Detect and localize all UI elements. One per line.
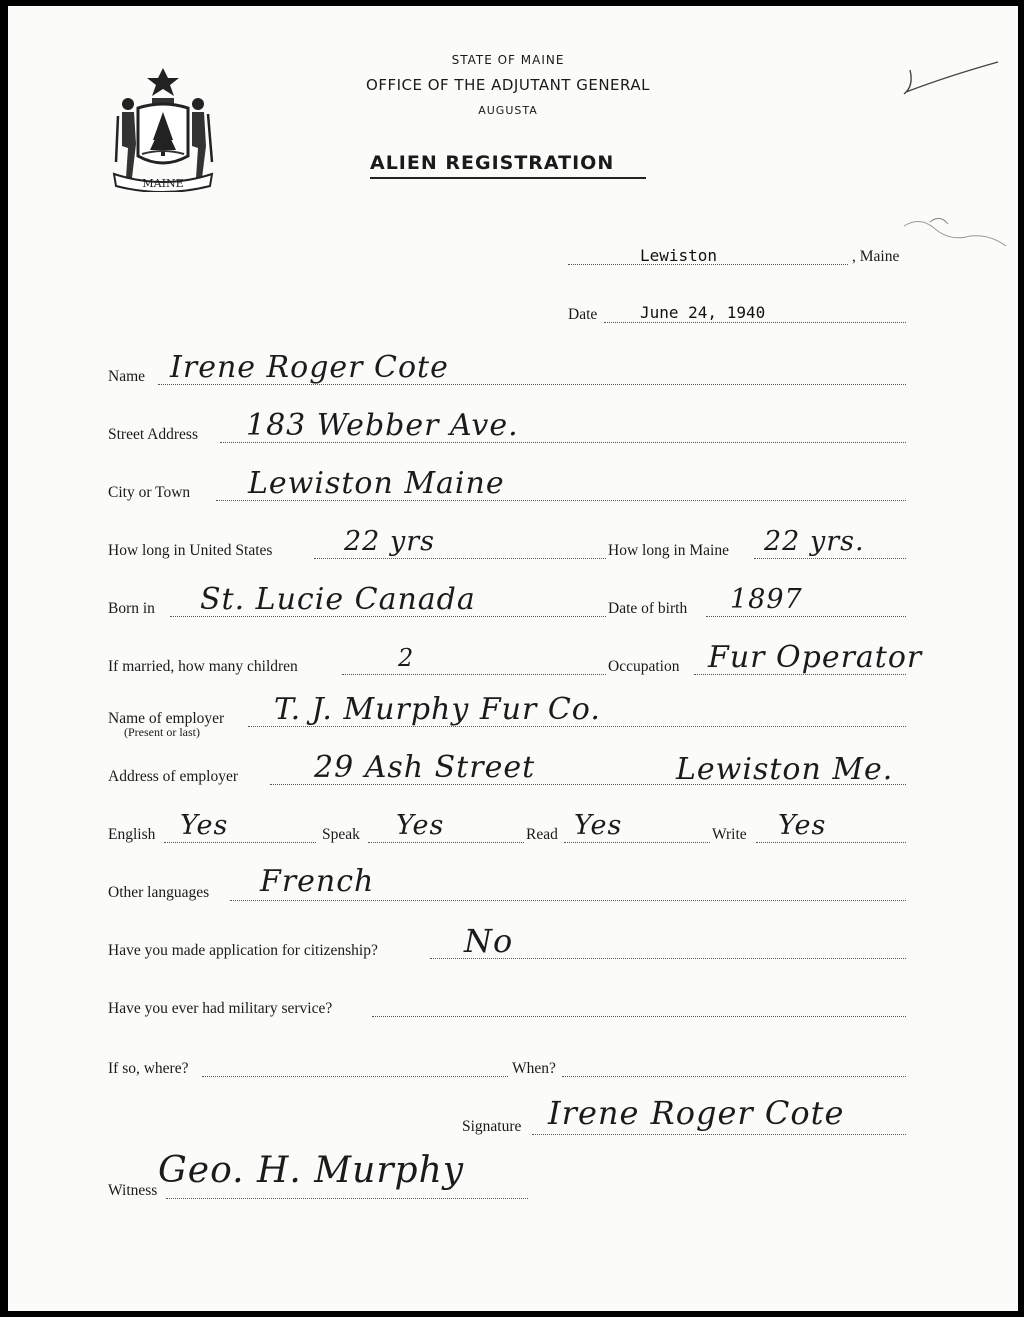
city-label: City or Town xyxy=(108,484,191,501)
employer-sublabel: (Present or last) xyxy=(124,725,200,739)
paper-stain-mark xyxy=(900,206,1010,266)
employer-label: Name of employer xyxy=(108,710,225,727)
write-line xyxy=(756,842,906,843)
witness-line xyxy=(166,1198,528,1199)
street-value: 183 Webber Ave. xyxy=(246,408,519,443)
date-line xyxy=(604,322,906,323)
born-in-label: Born in xyxy=(108,600,155,617)
read-label: Read xyxy=(526,826,558,843)
employer-address-label: Address of employer xyxy=(108,768,238,785)
speak-value: Yes xyxy=(396,810,445,841)
employer-address-city-value: Lewiston Me. xyxy=(676,752,894,787)
military-line xyxy=(372,1016,906,1017)
children-line xyxy=(342,674,606,675)
form-title: ALIEN REGISTRATION xyxy=(370,152,615,174)
other-languages-line xyxy=(230,900,906,901)
english-value: Yes xyxy=(180,810,229,841)
occupation-label: Occupation xyxy=(608,658,680,675)
other-languages-value: French xyxy=(260,864,375,899)
english-label: English xyxy=(108,826,156,843)
header-city: AUGUSTA xyxy=(478,104,538,117)
citizenship-label: Have you made application for citizenship? xyxy=(108,942,378,959)
us-years-label: How long in United States xyxy=(108,542,273,559)
street-label: Street Address xyxy=(108,426,198,443)
english-line xyxy=(164,842,316,843)
title-underline xyxy=(370,177,646,179)
registration-form xyxy=(8,6,1018,1311)
date-label: Date xyxy=(568,306,598,323)
signature-value: Irene Roger Cote xyxy=(548,1094,845,1132)
read-line xyxy=(564,842,710,843)
when-label: When? xyxy=(512,1060,556,1077)
where-label: If so, where? xyxy=(108,1060,189,1077)
dob-line xyxy=(706,616,906,617)
other-languages-label: Other languages xyxy=(108,884,210,901)
write-label: Write xyxy=(712,826,747,843)
check-mark-icon xyxy=(888,56,1008,106)
witness-value: Geo. H. Murphy xyxy=(158,1150,465,1191)
where-line xyxy=(202,1076,508,1077)
employer-address-value: 29 Ash Street xyxy=(314,750,536,785)
signature-label: Signature xyxy=(462,1118,522,1135)
speak-label: Speak xyxy=(322,826,360,843)
speak-line xyxy=(368,842,524,843)
us-years-value: 22 yrs xyxy=(344,526,435,557)
header-state: STATE OF MAINE xyxy=(451,53,565,67)
maine-years-value: 22 yrs. xyxy=(764,526,865,557)
born-in-value: St. Lucie Canada xyxy=(200,582,476,617)
dob-label: Date of birth xyxy=(608,600,688,617)
maine-years-label: How long in Maine xyxy=(608,542,729,559)
signature-line xyxy=(532,1134,906,1135)
header-office: OFFICE OF THE ADJUTANT GENERAL xyxy=(366,76,650,94)
children-value: 2 xyxy=(398,644,415,672)
seal-lettering: MAINE xyxy=(142,177,184,190)
city-value: Lewiston Maine xyxy=(248,466,505,501)
location-suffix: , Maine xyxy=(852,248,900,265)
employer-value: T. J. Murphy Fur Co. xyxy=(274,692,601,727)
dob-value: 1897 xyxy=(730,584,803,615)
name-label: Name xyxy=(108,368,146,385)
military-label: Have you ever had military service? xyxy=(108,1000,333,1017)
maine-seal-icon xyxy=(108,66,218,192)
us-years-line xyxy=(314,558,606,559)
name-value: Irene Roger Cote xyxy=(170,350,449,385)
when-line xyxy=(562,1076,906,1077)
witness-label: Witness xyxy=(108,1182,158,1199)
date-value: June 24, 1940 xyxy=(640,303,766,322)
write-value: Yes xyxy=(778,810,827,841)
children-label: If married, how many children xyxy=(108,658,298,675)
maine-years-line xyxy=(754,558,906,559)
occupation-value: Fur Operator xyxy=(708,640,923,675)
citizenship-value: No xyxy=(464,922,514,960)
read-value: Yes xyxy=(574,810,623,841)
location-value: Lewiston xyxy=(640,246,718,265)
